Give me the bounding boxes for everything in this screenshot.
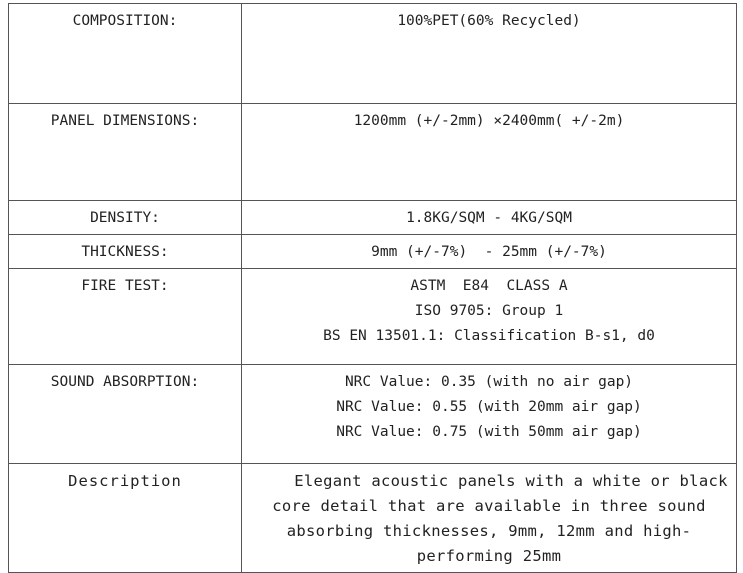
composition-value: 100%PET(60% Recycled) bbox=[397, 13, 581, 29]
row-label bbox=[9, 201, 242, 235]
sound-absorption-label: SOUND ABSORPTION: bbox=[50, 374, 200, 390]
panel-dimensions-value: 1200mm (+/-2mm) ×2400mm( +/-2m) bbox=[353, 113, 625, 129]
row-label bbox=[9, 464, 242, 573]
row-label bbox=[9, 235, 242, 269]
row-value bbox=[242, 201, 737, 235]
panel-dimensions-row bbox=[9, 104, 737, 201]
row-value bbox=[242, 365, 737, 464]
density-value: 1.8KG/SQM - 4KG/SQM bbox=[406, 210, 572, 226]
specification-table bbox=[8, 3, 737, 573]
description-row bbox=[9, 464, 737, 573]
nrc-value-20mm: NRC Value: 0.55 (with 20mm air gap) bbox=[336, 399, 642, 415]
density-row bbox=[9, 201, 737, 235]
fire-test-bs-en: BS EN 13501.1: Classification B-s1, d0 bbox=[323, 328, 655, 344]
row-label bbox=[9, 269, 242, 365]
composition-label: COMPOSITION: bbox=[72, 13, 178, 29]
nrc-value-no-gap: NRC Value: 0.35 (with no air gap) bbox=[344, 374, 634, 390]
row-value bbox=[242, 464, 737, 573]
fire-test-iso: ISO 9705: Group 1 bbox=[414, 303, 564, 319]
fire-test-astm: ASTM E84 CLASS A bbox=[410, 278, 568, 294]
nrc-value-50mm: NRC Value: 0.75 (with 50mm air gap) bbox=[336, 424, 642, 440]
sound-absorption-row bbox=[9, 365, 737, 464]
row-label bbox=[9, 365, 242, 464]
thickness-value: 9mm (+/-7%) - 25mm (+/-7%) bbox=[371, 244, 607, 260]
thickness-label: THICKNESS: bbox=[81, 244, 169, 260]
row-label bbox=[9, 104, 242, 201]
density-label: DENSITY: bbox=[90, 210, 160, 226]
row-value bbox=[242, 269, 737, 365]
fire-test-label: FIRE TEST: bbox=[81, 278, 169, 294]
description-text: Elegant acoustic panels with a white or black core detail that are available in three sound absorbing thicknesses, 9mm, 12mm and high-performing 25mm bbox=[272, 472, 728, 565]
fire-test-row bbox=[9, 269, 737, 365]
composition-row bbox=[9, 4, 737, 104]
row-value bbox=[242, 235, 737, 269]
row-label bbox=[9, 4, 242, 104]
row-value bbox=[242, 104, 737, 201]
panel-dimensions-label: PANEL DIMENSIONS: bbox=[50, 113, 200, 129]
row-value bbox=[242, 4, 737, 104]
description-label: Description bbox=[68, 472, 182, 490]
thickness-row bbox=[9, 235, 737, 269]
